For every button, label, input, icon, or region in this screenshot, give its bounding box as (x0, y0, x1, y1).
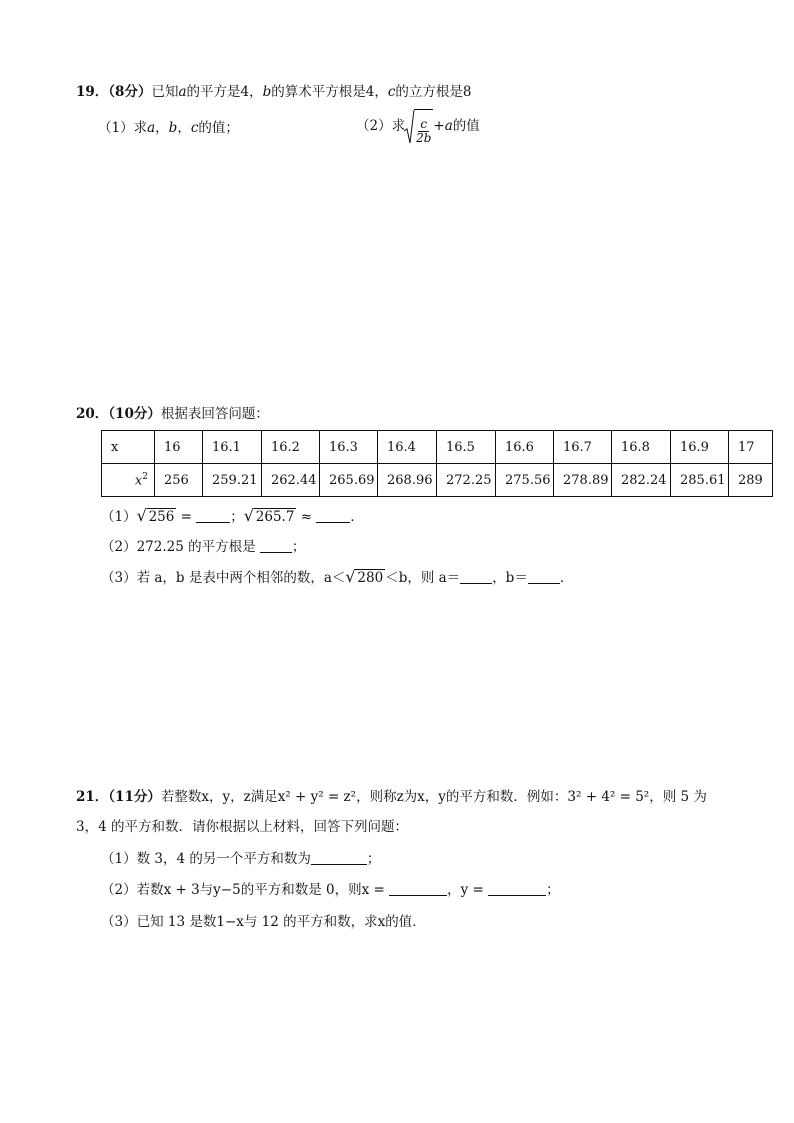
q19-frac-numerator: c (420, 116, 428, 131)
q19-fraction (416, 118, 431, 145)
table-cell: 272.25 (437, 464, 496, 497)
q19-sub1-var: b (168, 120, 178, 136)
table-cell: 282.24 (612, 464, 671, 497)
q21-text: 若整数x，y，z满足x² + y² = z²，则称z为x，y的平方和数．例如：3² + 4² = 5²，则 5 为 (160, 789, 707, 805)
table-cell: 268.96 (378, 464, 437, 497)
q21-text: 3，4 的平方和数．请你根据以上材料，回答下列问题： (76, 819, 408, 835)
q19-sub2-prefix: （2）求 (356, 118, 406, 134)
q19-var-a: a (178, 84, 187, 100)
table-cell: 285.61 (671, 464, 729, 497)
q20-sub1-prefix: （1） (101, 509, 137, 525)
table-cell: 16 (155, 431, 203, 464)
q19-sub1-suffix: 的值； (198, 120, 239, 136)
answer-blank[interactable] (488, 881, 546, 896)
q21-sub1-end: ； (366, 851, 381, 867)
q21-sub3-text: （3）已知 13 是数1−x与 12 的平方和数，求x的值． (101, 914, 426, 930)
q19-text: 已知 (151, 84, 179, 100)
q21-sub2 (101, 880, 560, 900)
q20-stem (76, 404, 269, 424)
q19-sub2 (356, 106, 480, 146)
q21-sub1 (101, 849, 380, 869)
q20-approx: ≈ (296, 509, 317, 525)
q19-var-c: c (387, 84, 396, 100)
q20-sep: ； (230, 509, 244, 525)
q20-sub1 (101, 507, 364, 527)
table-cell: 16.5 (437, 431, 496, 464)
answer-blank[interactable] (316, 508, 350, 523)
q19-sub1-var: c (190, 120, 199, 136)
table-header-exponent: 2 (142, 471, 148, 482)
table-cell: 16.3 (320, 431, 378, 464)
q21-sub2-prefix: （2）若数x + 3与y−5的平方和数是 0，则x = (101, 882, 390, 898)
q19-score: （8分） (108, 84, 152, 100)
table-header-base: x (134, 473, 143, 489)
q20-sqrt-256 (137, 507, 177, 527)
table-header-cell (102, 464, 155, 497)
q20-sub3 (101, 568, 573, 588)
q21-sub1-text: （1）数 3，4 的另一个平方和数为 (101, 851, 311, 867)
q19-text: 的平方是4， (186, 84, 263, 100)
table-cell: 16.2 (262, 431, 320, 464)
q19-sub1-prefix: （1）求 (98, 120, 148, 136)
q20-score: （10分） (108, 406, 161, 422)
q20-table (101, 430, 773, 497)
table-cell: 289 (729, 464, 773, 497)
q19-frac-denominator: 2b (416, 130, 432, 145)
table-cell: 265.69 (320, 464, 378, 497)
table-cell: 16.7 (554, 431, 612, 464)
radical-icon: √ (345, 567, 356, 586)
q19-sub2-var: a (444, 118, 453, 134)
table-cell: 275.56 (496, 464, 554, 497)
q20-sub2-text: （2）272.25 的平方根是 (101, 539, 256, 555)
q21-sub2-mid: ，y = (447, 882, 489, 898)
table-cell: 262.44 (262, 464, 320, 497)
q19-sub1-sep: ， (177, 120, 191, 136)
table-cell: 256 (155, 464, 203, 497)
q21-sub2-end: ； (546, 882, 560, 898)
q20-sub3-mid: ＜b，则 a＝ (385, 570, 461, 586)
q19-number: 19． (76, 84, 109, 100)
q21-sub3 (101, 912, 426, 932)
answer-blank[interactable] (196, 508, 230, 523)
q21-stem-line1 (76, 787, 707, 807)
sqrt-symbol-icon (405, 109, 433, 145)
q21-stem-line2 (76, 817, 408, 837)
answer-blank[interactable] (528, 569, 560, 584)
answer-blank[interactable] (389, 881, 447, 896)
q20-equals: = (176, 509, 197, 525)
q20-sqrt-265 (244, 507, 297, 527)
table-cell: 16.4 (378, 431, 437, 464)
q20-radicand: 280 (357, 570, 384, 586)
answer-blank[interactable] (260, 538, 292, 553)
q20-number: 20． (76, 406, 109, 422)
table-cell: 16.6 (496, 431, 554, 464)
q19-text: 的算术平方根是4， (271, 84, 388, 100)
q20-end: ． (350, 509, 364, 525)
table-cell: 259.21 (203, 464, 262, 497)
table-row (102, 464, 773, 497)
table-cell: 16.9 (671, 431, 729, 464)
table-cell: 17 (729, 431, 773, 464)
q21-number: 21． (76, 789, 109, 805)
q20-sub3-prefix: （3）若 a，b 是表中两个相邻的数，a＜ (101, 570, 346, 586)
q21-score: （11分） (108, 789, 161, 805)
answer-blank[interactable] (311, 850, 367, 865)
q19-var-b: b (262, 84, 272, 100)
q19-sub1-sep: ， (155, 120, 169, 136)
q20-sub3-end: ． (559, 570, 574, 586)
table-cell: 16.8 (612, 431, 671, 464)
q20-sqrt-280 (345, 568, 385, 588)
q19-text: 的立方根是8 (395, 84, 472, 100)
table-cell: 16.1 (203, 431, 262, 464)
table-row (102, 431, 773, 464)
q19-sub2-suffix: 的值 (452, 118, 480, 134)
q20-sub3-mid2: ，b＝ (492, 570, 528, 586)
q19-sub1 (98, 118, 239, 138)
radical-icon: √ (243, 506, 254, 525)
answer-blank[interactable] (460, 569, 492, 584)
q20-sub2 (101, 537, 305, 557)
radical-icon: √ (136, 506, 147, 525)
q20-radicand: 265.7 (255, 509, 295, 525)
q19-plus: + (433, 118, 445, 134)
q19-stem (76, 82, 472, 102)
table-cell: 278.89 (554, 464, 612, 497)
q20-text: 根据表回答问题： (160, 406, 269, 422)
q20-radicand: 256 (148, 509, 175, 525)
table-header-cell: x (102, 431, 155, 464)
q19-sub1-var: a (147, 120, 156, 136)
radical-icon (403, 109, 415, 145)
q20-sub2-end: ； (291, 539, 306, 555)
